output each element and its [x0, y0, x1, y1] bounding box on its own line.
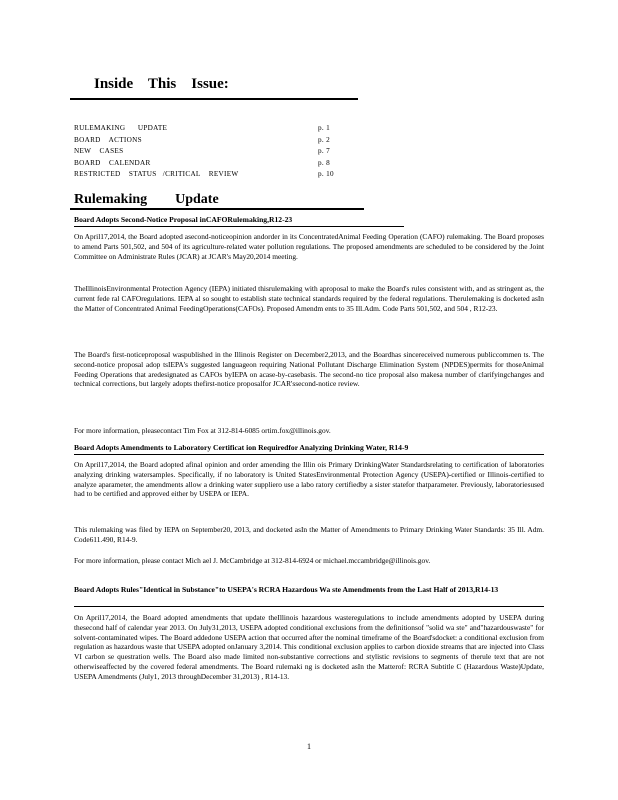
heading-rule	[74, 606, 544, 607]
article-paragraph: On April17,2014, the Board adopted amendments that update theIllinois hazardous wasteregulations to include amendments adopted by USEPA during thesecond half of calendar year 2013. On July31,2013, USEPA adopted conditional exclusions from the definitionsof "solid wa ste" and"hazardouswaste" for solvent-contaminated wipes. The Board addedone USEPA action that occurred after the nominal timeframe of the Board'sdocket: a conditional exclusion from regulation as hazardous waste that USEPA adopted onJanuary 3,2014. This conditional exclusion applies to carbon dioxide streams that are injected into Class VI carbon se questration wells. The Board also made limited non-substantive corrections and stylistic revisions to segments of therule text that are not otherwiseaffected by the covered federal amendments. The Board rulemaki ng is docketed asIn the Matterof: RCRA Subtitle C (Hazardous Waste)Update, USEPA Amendments (July1, 2013 throughDecember 31,2013) , R14-13.	[74, 613, 544, 681]
section-title: Rulemaking Update	[74, 192, 219, 207]
contact-line: For more information, please contact Mich ael J. McCambridge at 312-814-6924 or michael.mccambridge@illinois.gov.	[74, 556, 431, 565]
inside-title-rule	[70, 98, 358, 100]
toc-row[interactable]	[74, 158, 344, 170]
toc-page: p. 7	[318, 147, 330, 156]
article-paragraph: On April17,2014, the Board adopted asecond-noticeopinion andorder in its ConcentratedAnimal Feeding Operation (CAFO) rulemaking. The Board proposes to amend Parts 501,502, and 504 of its agriculture-related water pollution regulations. The proposed amendments are scheduled to be considered by the Joint Committee on Administrate Rules (JCAR) at JCAR's May20,2014 meeting.	[74, 232, 544, 261]
toc-row[interactable]	[74, 123, 344, 135]
article-paragraph: The Board's first-noticeproposal waspublished in the Illinois Register on December2,2013, and the Boardhas sincereceived numerous publiccommen ts. The second-notice proposal adop tsIEPA's suggested languageon requiring National Pollutant Discharge Elimination System (NPDES)permits for thoseAnimal Feeding Operations that aredesignated as CAFOs byIEPA on acase-by-casebasis. The second-no tice proposal also makesa number of clarifyingchanges and technical corrections, but largely adopts thefirst-notice proposalfor JCAR'ssecond-notice review.	[74, 350, 544, 389]
article-heading: Board Adopts Amendments to Laboratory Certificat ion Requiredfor Analyzing Drinking Water, R14-9	[74, 443, 409, 452]
toc-page: p. 8	[318, 158, 330, 167]
article-heading: Board Adopts Rules"Identical in Substance"to USEPA's RCRA Hazardous Wa ste Amendments from the Last Half of 2013,R14-13	[74, 585, 499, 594]
toc-row[interactable]	[74, 146, 344, 158]
toc-row[interactable]	[74, 169, 344, 181]
article-paragraph: TheIllinoisEnvironmental Protection Agency (IEPA) initiated thisrulemaking with aproposal to make the Board's rules consistent with, and as stringent as, the current fede ral CAFOregulations. IEPA al so sought to establish state technical standards required by the federal regulations. Therulemaking is docketed asIn the Matter of Concentrated Animal FeedingOperations(CAFOs). Proposed Amendm ents to 35 Ill.Adm. Code Parts 501,502, and 504 , R12-23.	[74, 284, 544, 313]
toc-page: p. 1	[318, 124, 330, 132]
section-title-rule	[70, 208, 364, 210]
table-of-contents	[74, 123, 344, 181]
toc-label: RULEMAKING UPDATE	[74, 124, 168, 132]
toc-page: p. 10	[318, 170, 334, 179]
article-paragraph: This rulemaking was filed by IEPA on September20, 2013, and docketed asIn the Matter of Amendments to Primary Drinking Water Standards: 35 Ill. Adm. Code611.490, R14-9.	[74, 525, 544, 544]
toc-label: BOARD ACTIONS	[74, 135, 142, 144]
heading-rule	[74, 454, 544, 455]
toc-label: BOARD CALENDAR	[74, 158, 151, 167]
toc-page: p. 2	[318, 135, 330, 144]
page-number: 1	[307, 742, 311, 751]
toc-label: RESTRICTED STATUS /CRITICAL REVIEW	[74, 170, 239, 179]
article-heading: Board Adopts Second-Notice Proposal inCAFORulemaking,R12-23	[74, 215, 293, 224]
toc-label: NEW CASES	[74, 147, 124, 156]
heading-rule	[74, 226, 404, 227]
article-paragraph: On April17,2014, the Board adopted afinal opinion and order amending the Illin ois Primary DrinkingWater Standardsrelating to certification of laboratories analyzing drinking watersamples. Specifically, if no laboratory is United StatesEnvironmental Protection Agency (USEPA)-certified or Illinois-certified to analyze aparameter, the amendments allow a drinking water suppliero use a labo ratory certifiedby a sister statefor thatparameter. Previously, laboratoriesused had to be certified and approved either by USEPA or IEPA.	[74, 460, 544, 499]
toc-row[interactable]	[74, 135, 344, 147]
inside-this-issue-title: Inside This Issue:	[94, 76, 229, 92]
contact-line: For more information, pleasecontact Tim Fox at 312-814-6085 ortim.fox@illinois.gov.	[74, 426, 331, 435]
